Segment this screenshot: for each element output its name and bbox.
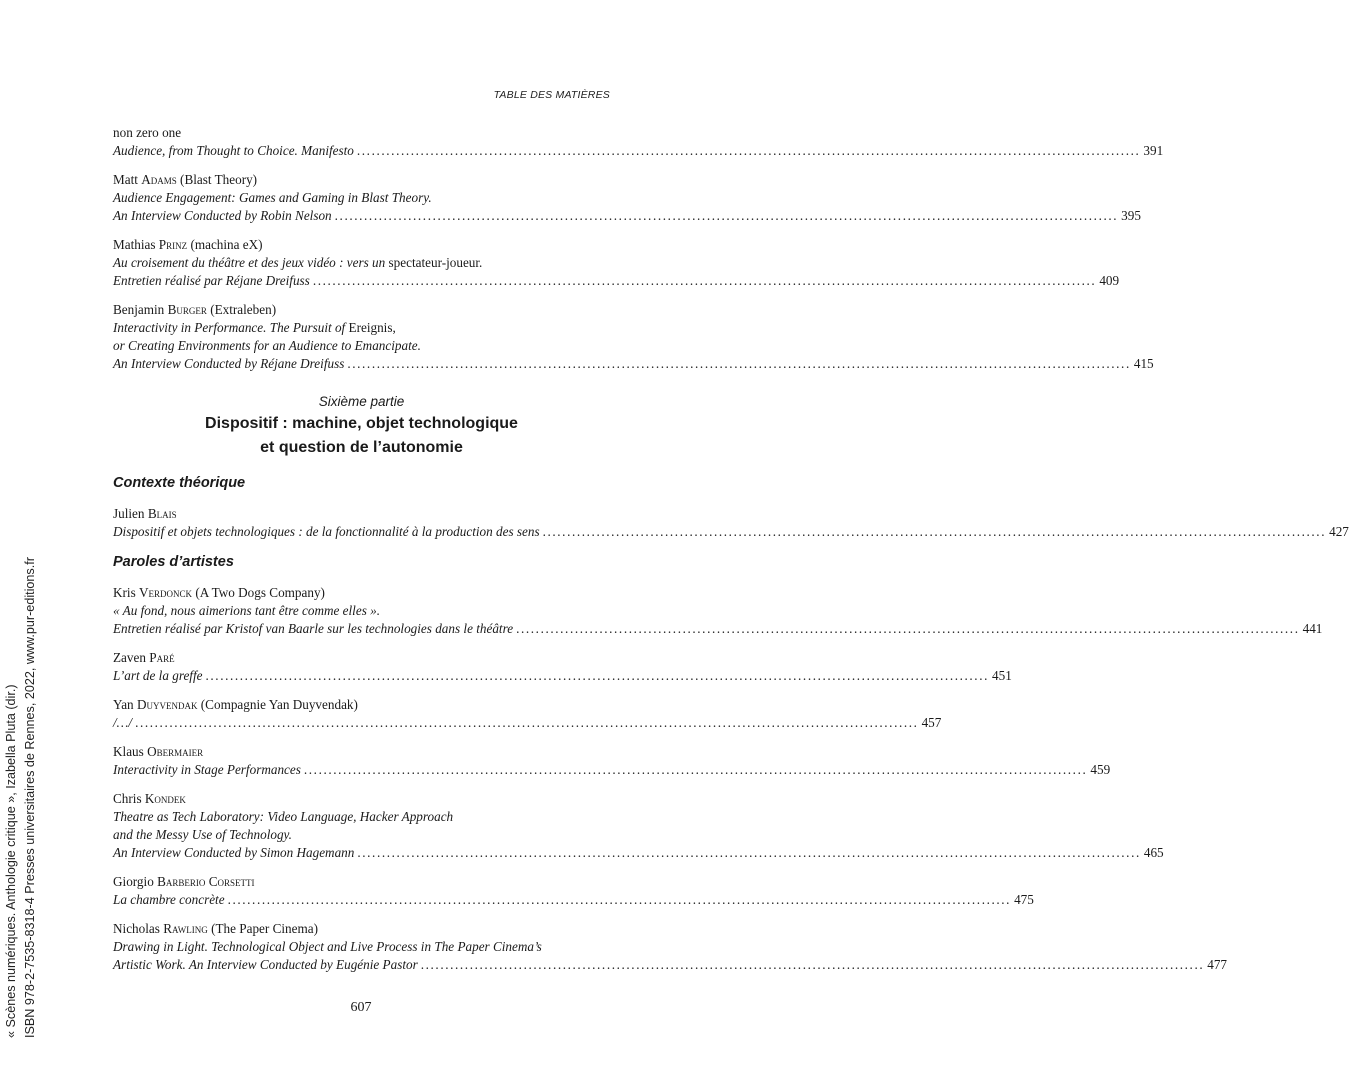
entry-title-line [113, 142, 1164, 160]
entry-title: La chambre concrète [113, 892, 225, 907]
entry-title-line [113, 620, 1323, 638]
entry-title [113, 319, 610, 337]
table-of-contents [113, 124, 1349, 985]
author-first: Mathias [113, 237, 159, 252]
entry-title: Theatre as Tech Laboratory: Video Language, Hacker Approach [113, 809, 454, 824]
toc-entry [113, 505, 1349, 541]
page-ref: 441 [1302, 621, 1323, 636]
entry-title: Audience, from Thought to Choice. Manifesto [113, 143, 354, 158]
entry-author [113, 790, 610, 808]
entry-title: Artistic Work. An Interview Conducted by Eugénie Pastor [113, 957, 418, 972]
author-last: Paré [149, 650, 175, 665]
entry-title: and the Messy Use of Technology. [113, 827, 292, 842]
entry-title: Drawing in Light. Technological Object and Live Process in The Paper Cinema’s [113, 939, 542, 954]
running-head: TABLE DES MATIÈRES [493, 89, 610, 101]
toc-entry [113, 124, 1164, 160]
author-last: Burger [167, 302, 207, 317]
page-ref: 477 [1207, 957, 1228, 972]
author-last: Blais [147, 506, 177, 521]
toc-entry [113, 171, 1141, 225]
author-last: Verdonck [139, 585, 193, 600]
page-ref: 465 [1143, 845, 1164, 860]
author-first: Zaven [113, 650, 150, 665]
part-label: Sixième partie [318, 394, 405, 409]
author-extra: (Compagnie Yan Duyvendak) [197, 697, 358, 712]
page-ref: 451 [992, 668, 1012, 683]
author-first: Giorgio [113, 874, 158, 889]
entry-author [113, 696, 610, 714]
part-title: Dispositif : machine, objet technologique [205, 415, 518, 432]
entry-author [113, 920, 610, 938]
entry-title-roman: spectateur-joueur. [385, 255, 483, 270]
entry-title: or Creating Environments for an Audience to Emancipate. [113, 338, 421, 353]
entry-author [113, 649, 610, 667]
entry-title-roman: Ereignis, [345, 320, 396, 335]
section-heading: Contexte théorique [113, 475, 246, 491]
dot-leader: ................................................................................................................................................................ [334, 208, 1119, 223]
page-number: 607 [350, 1000, 372, 1015]
toc-entry [113, 873, 1034, 909]
author-first: Chris [113, 791, 145, 806]
entry-author [113, 236, 610, 254]
entry-title [113, 254, 610, 272]
side-note-line: « Scènes numériques. Anthologie critique », Izabella Pluta (dir.) [4, 684, 18, 1038]
dot-leader: ................................................................................................................................................................ [312, 273, 1097, 288]
author-first: Nicholas [113, 921, 164, 936]
toc-entry [113, 920, 1228, 974]
page-ref: 427 [1329, 524, 1349, 539]
author-last: Obermaier [147, 744, 204, 759]
author-first: Matt [113, 172, 142, 187]
entry-title-line [113, 667, 1012, 685]
author-last: Adams [141, 172, 177, 187]
dot-leader: ................................................................................................................................................................ [420, 957, 1205, 972]
page-ref: 415 [1133, 356, 1154, 371]
entry-title: An Interview Conducted by Réjane Dreifuss [113, 356, 345, 371]
entry-title-line [113, 272, 1120, 290]
dot-leader: ................................................................................................................................................................ [516, 621, 1300, 636]
author-extra: (The Paper Cinema) [207, 921, 318, 936]
entry-title: Audience Engagement: Games and Gaming in Blast Theory. [113, 190, 432, 205]
dot-leader: ................................................................................................................................................................ [347, 356, 1131, 371]
side-note-line: ISBN 978-2-7535-8318-4 Presses universitaires de Rennes, 2022, www.pur-editions.fr [23, 557, 37, 1038]
page-ref: 391 [1143, 143, 1164, 158]
entry-title: « Au fond, nous aimerions tant être comme elles ». [113, 603, 381, 618]
dot-leader: ................................................................................................................................................................ [542, 524, 1327, 539]
entry-title: Entretien réalisé par Réjane Dreifuss [113, 273, 310, 288]
author-first: Julien [113, 506, 148, 521]
dot-leader: ................................................................................................................................................................ [357, 845, 1141, 860]
toc-entry [113, 696, 942, 732]
entry-title-line [113, 355, 1154, 373]
section-heading: Paroles d’artistes [113, 554, 234, 570]
toc-entry [113, 584, 1323, 638]
entry-title: An Interview Conducted by Simon Hagemann [113, 845, 355, 860]
author-first: Klaus [113, 744, 148, 759]
entry-title: Interactivity in Stage Performances [113, 762, 301, 777]
author-first: Benjamin [113, 302, 168, 317]
entry-title-line [113, 956, 1228, 974]
author-extra: (Blast Theory) [176, 172, 258, 187]
entry-title-italic: Au croisement du théâtre et des jeux vidéo : vers un [113, 255, 386, 270]
page-ref: 457 [921, 715, 942, 730]
entry-author [113, 873, 610, 891]
dot-leader: ................................................................................................................................................................ [303, 762, 1088, 777]
page-ref: 475 [1014, 892, 1034, 907]
part-heading [113, 393, 610, 459]
entry-author [113, 171, 610, 189]
dot-leader: ................................................................................................................................................................ [356, 143, 1141, 158]
entry-title-italic: Interactivity in Performance. The Pursuit of [113, 320, 346, 335]
toc-entry [113, 790, 1164, 862]
author-last: Duyvendak [136, 697, 198, 712]
entry-title: L’art de la greffe [113, 668, 203, 683]
entry-title: /…/ [113, 715, 133, 730]
entry-title: Entretien réalisé par Kristof van Baarle sur les technologies dans le théâtre [113, 621, 514, 636]
entry-title: Dispositif et objets technologiques : de la fonctionnalité à la production des sens [113, 524, 540, 539]
entry-title-line [113, 761, 1111, 779]
toc-entry [113, 649, 1012, 685]
author-last: Rawling [163, 921, 208, 936]
entry-author [113, 505, 610, 523]
author-last: Prinz [158, 237, 188, 252]
page-ref: 395 [1121, 208, 1141, 223]
toc-entry [113, 743, 1111, 779]
toc-entry [113, 301, 1154, 373]
entry-title-line [113, 714, 942, 732]
toc-entry [113, 236, 1120, 290]
entry-title: An Interview Conducted by Robin Nelson [113, 208, 332, 223]
entry-title-line [113, 207, 1141, 225]
dot-leader: ................................................................................................................................................................ [227, 892, 1012, 907]
side-copyright-note [2, 478, 46, 1038]
page-ref: 409 [1099, 273, 1120, 288]
entry-author [113, 743, 610, 761]
entry-title-line [113, 523, 1349, 541]
author-extra: (Extraleben) [206, 302, 277, 317]
entry-author [113, 584, 610, 602]
part-title: et question de l’autonomie [260, 439, 463, 456]
page-ref: 459 [1090, 762, 1111, 777]
author-extra: (machina eX) [187, 237, 263, 252]
dot-leader: ................................................................................................................................................................ [205, 668, 989, 683]
entry-title-line [113, 891, 1034, 909]
author-last: Barberio Corsetti [157, 874, 255, 889]
author-first: Kris [113, 585, 140, 600]
author-extra: (A Two Dogs Company) [192, 585, 325, 600]
entry-author: non zero one [113, 125, 182, 140]
dot-leader: ................................................................................................................................................................ [135, 715, 919, 730]
author-first: Yan [113, 697, 137, 712]
author-last: Kondek [144, 791, 186, 806]
entry-title-line [113, 844, 1164, 862]
entry-author [113, 301, 610, 319]
